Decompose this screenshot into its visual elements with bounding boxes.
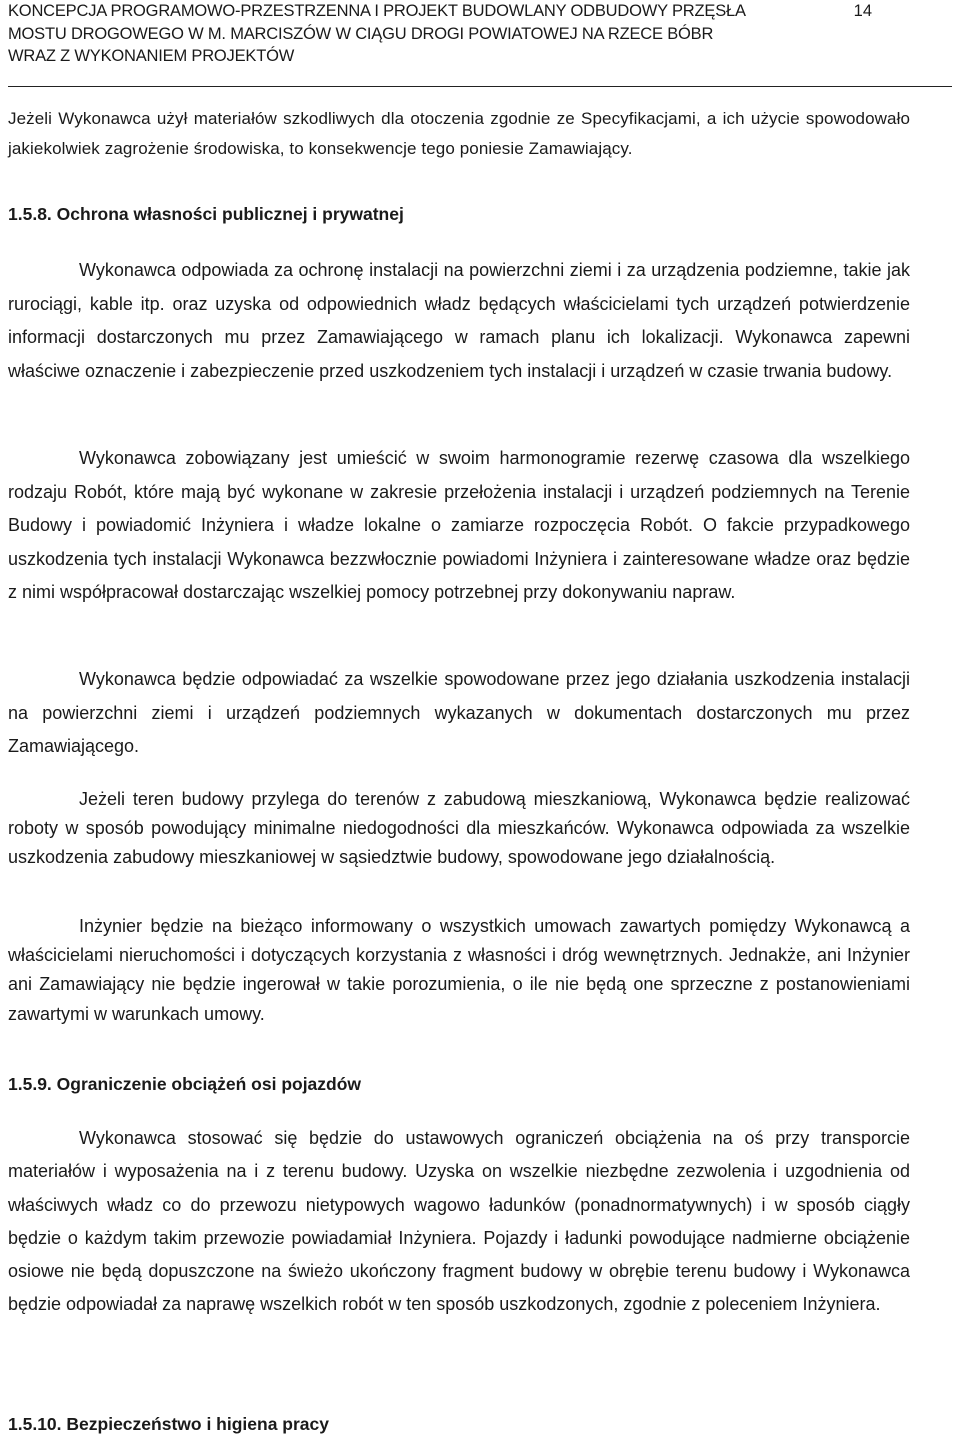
- section-title: Ograniczenie obciążeń osi pojazdów: [56, 1074, 362, 1094]
- paragraph-text: Wykonawca zobowiązany jest umieścić w swoim harmonogramie rezerwę czasowa dla wszelkiego rodzaju Robót, które mają być wykonane w zakresie przełożenia instalacji i urządzeń podziemnych na Terenie Budowy i powiadomić Inżyniera i władze lokalne o zamiarze rozpoczęcia Robót. O fakcie przypadkowego uszkodzenia tych instalacji Wykonawca bezzwłocznie powiadomi Inżyniera i zainteresowane władze oraz będzie z nimi współpracował dostarczając wszelkiej pomocy potrzebnej przy dokonywaniu napraw.: [8, 448, 910, 602]
- paragraph-text: Wykonawca odpowiada za ochronę instalacji na powierzchni ziemi i za urządzenia podziemne, takie jak rurociągi, kable itp. oraz uzyska od odpowiednich władz będących właścicielami tych urządzeń potwierdzenie informacji dostarczonych mu przez Zamawiającego w ramach planu ich lokalizacji. Wykonawca zapewni właściwe oznaczenie i zabezpieczenie przed uszkodzeniem tych instalacji i urządzeń w czasie trwania budowy.: [8, 260, 910, 381]
- page-number: 14: [853, 2, 872, 20]
- paragraph: [8, 442, 910, 610]
- section-number: 1.5.10.: [8, 1414, 62, 1434]
- header-title-line: KONCEPCJA PROGRAMOWO-PRZESTRZENNA I PROJEKT BUDOWLANY ODBUDOWY PRZĘSŁA: [8, 2, 746, 20]
- section-title: Ochrona własności publicznej i prywatnej: [56, 204, 404, 224]
- header-title-line: MOSTU DROGOWEGO W M. MARCISZÓW W CIĄGU DROGI POWIATOWEJ NA RZECE BÓBR: [8, 24, 714, 43]
- section-number: 1.5.8.: [8, 204, 52, 224]
- section-heading-1-5-8: [8, 204, 404, 225]
- section-number: 1.5.9.: [8, 1074, 52, 1094]
- paragraph-text: Wykonawca będzie odpowiadać za wszelkie spowodowane przez jego działania uszkodzenia instalacji na powierzchni ziemi i urządzeń podziemnych wykazanych w dokumentach dostarczonych mu przez Zamawiającego.: [8, 669, 910, 756]
- page-header: [8, 0, 952, 87]
- paragraph: [8, 663, 910, 764]
- paragraph: [8, 254, 910, 388]
- intro-paragraph: Jeżeli Wykonawca użył materiałów szkodliwych dla otoczenia zgodnie ze Specyfikacjami, a ich użycie spowodowało jakiekolwiek zagrożenie środowiska, to konsekwencje tego poniesie Zamawiający.: [8, 109, 910, 158]
- header-title: [8, 0, 848, 68]
- paragraph-text: Jeżeli teren budowy przylega do terenów z zabudową mieszkaniową, Wykonawca będzie realizować roboty w sposób powodujący minimalne niedogodności dla mieszkańców. Wykonawca odpowiada za wszelkie uszkodzenia zabudowy mieszkaniowej w sąsiedztwie budowy, spowodowane jego działalnością.: [8, 789, 910, 868]
- paragraph: [8, 1122, 910, 1322]
- section-title: Bezpieczeństwo i higiena pracy: [66, 1414, 329, 1434]
- paragraph-text: Wykonawca stosować się będzie do ustawowych ograniczeń obciążenia na oś przy transporcie materiałów i wyposażenia na i z terenu budowy. Uzyska on wszelkie niezbędne zezwolenia i uzgodnienia od właściwych władz co do przewozu nietypowych wagowo ładunków (ponadnormatywnych) i w sposób ciągły będzie o każdym takim przewozie powiadamiał Inżyniera. Pojazdy i ładunki powodujące nadmierne obciążenie osiowe nie będą dopuszczone na świeżo ukończony fragment budowy w obrębie terenu budowy i Wykonawca będzie odpowiadał za naprawę wszelkich robót w ten sposób uszkodzonych, zgodnie z poleceniem Inżyniera.: [8, 1128, 910, 1315]
- section-heading-1-5-9: [8, 1074, 361, 1095]
- header-title-line: WRAZ Z WYKONANIEM PROJEKTÓW: [8, 47, 295, 65]
- section-heading-1-5-10: [8, 1414, 329, 1435]
- paragraph-text: Inżynier będzie na bieżąco informowany o wszystkich umowach zawartych pomiędzy Wykonawcą a właścicielami nieruchomości i dotyczących korzystania z własności i dróg wewnętrznych. Jednakże, ani Inżynier ani Zamawiający nie będzie ingerował w takie porozumienia, o ile nie będą one sprzeczne z postanowieniami zawartymi w warunkach umowy.: [8, 916, 910, 1024]
- paragraph: [8, 912, 910, 1029]
- paragraph: [8, 785, 910, 873]
